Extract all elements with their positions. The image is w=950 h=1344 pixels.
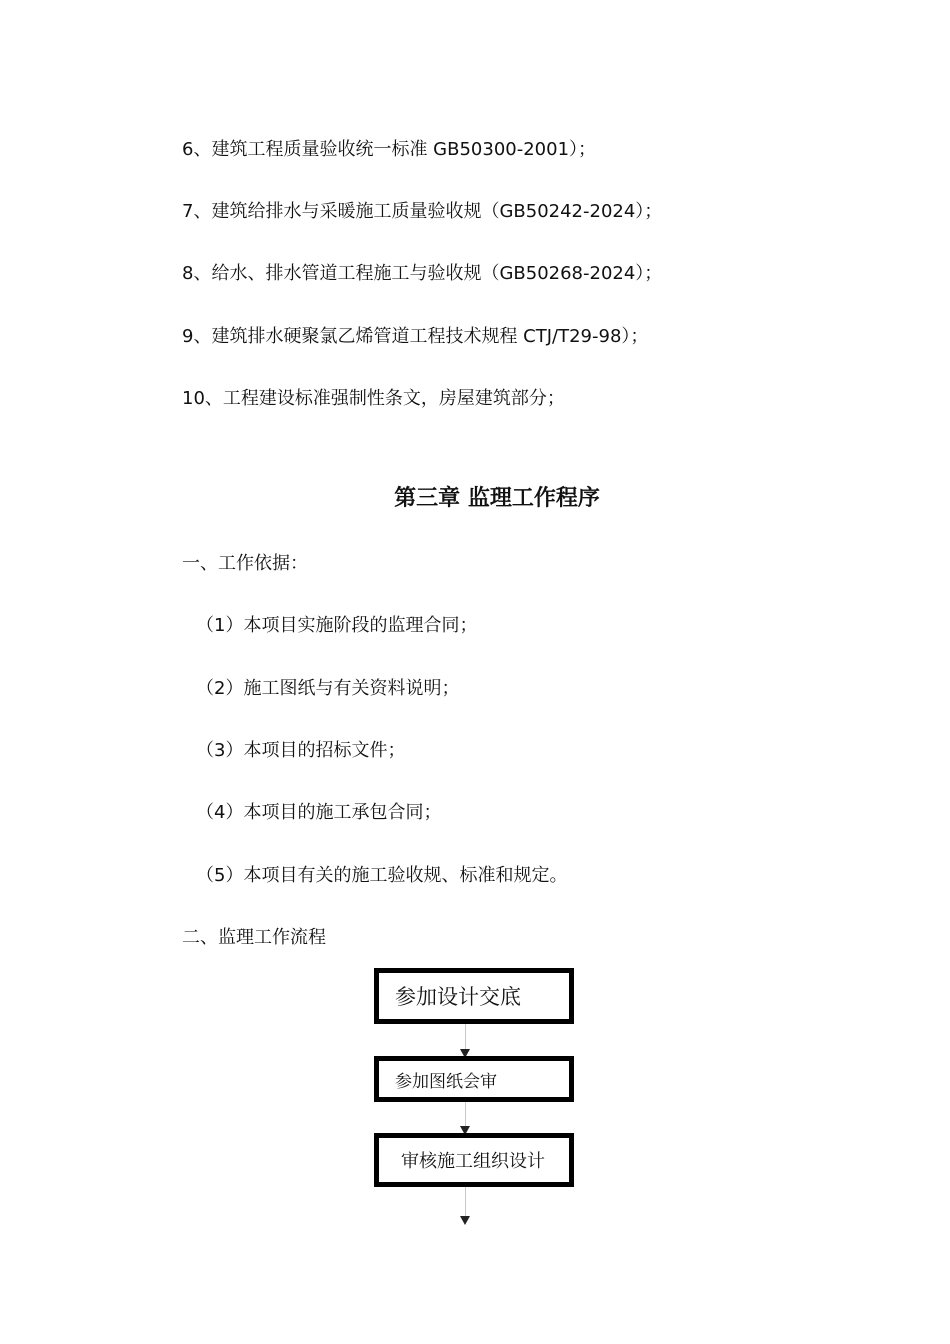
basis-item: （4）本项目的施工承包合同； <box>196 802 442 823</box>
basis-item: （5）本项目有关的施工验收规、标准和规定。 <box>196 865 568 886</box>
section-title: 一、工作依据： <box>182 553 308 574</box>
reference-item: 10、工程建设标准强制性条文，房屋建筑部分； <box>182 388 565 409</box>
basis-item: （1）本项目实施阶段的监理合同； <box>196 615 478 636</box>
flow-connector <box>465 1187 466 1217</box>
basis-item: （3）本项目的招标文件； <box>196 740 406 761</box>
reference-item: 7、建筑给排水与采暖施工质量验收规（GB50242-2024）； <box>182 201 663 222</box>
basis-item: （2）施工图纸与有关资料说明； <box>196 678 460 699</box>
reference-item: 9、建筑排水硬聚氯乙烯管道工程技术规程 CTJ/T29-98）； <box>182 326 649 347</box>
flow-connector <box>465 1102 466 1127</box>
flow-step-label: 参加图纸会审 <box>395 1071 497 1092</box>
flow-step-box <box>374 968 574 1024</box>
arrow-down-icon <box>460 1216 470 1225</box>
reference-item: 6、建筑工程质量验收统一标准 GB50300-2001）； <box>182 139 597 160</box>
flow-connector <box>465 1024 466 1050</box>
reference-item: 8、给水、排水管道工程施工与验收规（GB50268-2024）； <box>182 263 663 284</box>
flow-step-box <box>374 1133 574 1187</box>
flow-step-label: 参加设计交底 <box>395 985 521 1009</box>
section-title: 二、监理工作流程 <box>182 927 326 948</box>
chapter-title: 第三章 监理工作程序 <box>394 486 600 511</box>
flow-step-label: 审核施工组织设计 <box>401 1151 545 1172</box>
flow-step-box <box>374 1056 574 1102</box>
